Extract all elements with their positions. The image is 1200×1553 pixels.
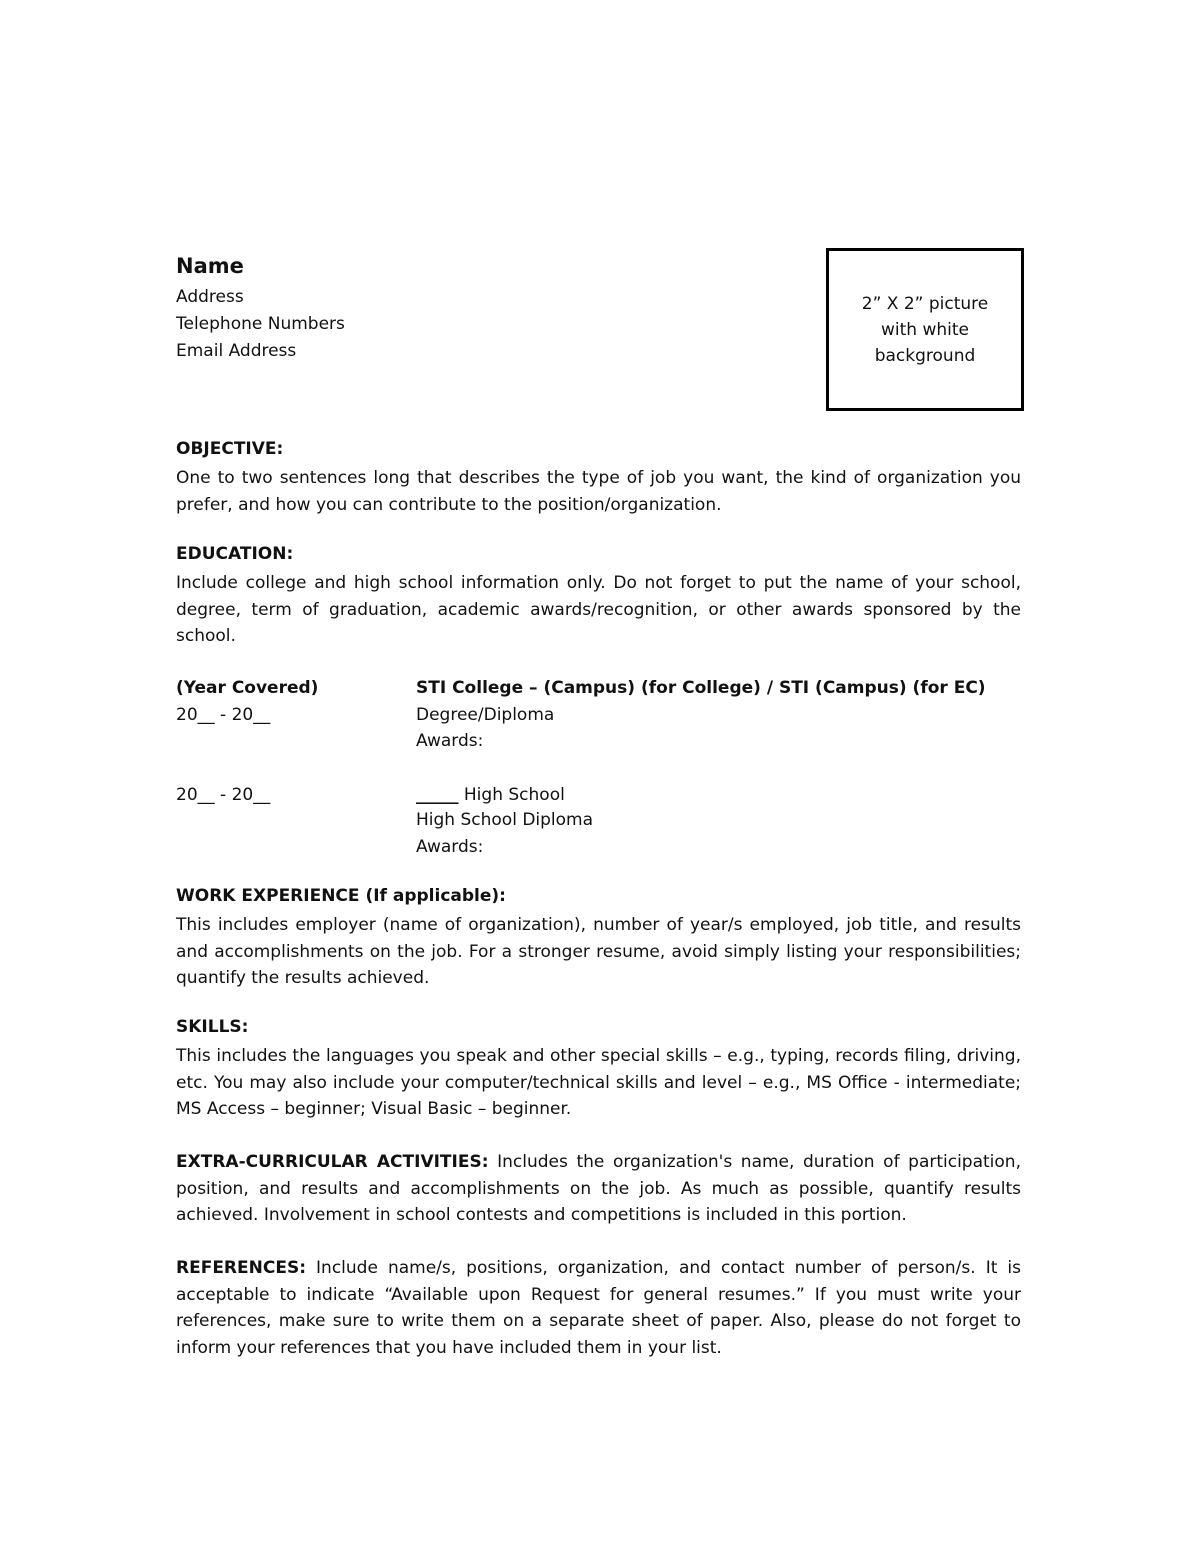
resume-address: Address [176,287,244,307]
education-entry-1-degree: Degree/Diploma [416,705,555,725]
work-text: This includes employer (name of organization), number of year/s employed, job title, and results and accomplishments on the job. For a stronger resume, avoid simply listing your responsibilities; quantify the results achieved. [176,915,1021,988]
education-entry-2-years: 20__ - 20__ [176,785,271,805]
education-entry-2-school [416,782,565,808]
resume-telephone: Telephone Numbers [176,314,345,334]
resume-email: Email Address [176,341,297,361]
references-paragraph [176,1255,1021,1361]
extracurricular-paragraph [176,1149,1021,1229]
education-entry-1-awards: Awards: [416,731,484,751]
work-heading: WORK EXPERIENCE (If applicable): [176,886,506,906]
skills-heading: SKILLS: [176,1017,249,1037]
references-text: Include name/s, positions, organization, and contact number of person/s. It is acceptable to indicate “Available upon Request for general resumes.” If you must write your references, make sure to write them on a separate sheet of paper. Also, please do not forget to inform your references that you have included them in your list. [176,1258,1021,1358]
extracurricular-text: Includes the organization's name, duration of participation, position, and results and accomplishments on the job. As much as possible, quantify results achieved. Involvement in school contests and competitions is included in this portion. [176,1152,1021,1225]
education-school-header: STI College – (Campus) (for College) / STI (Campus) (for EC) [416,678,986,698]
high-school-blank: _____ [416,785,459,805]
high-school-label: High School [458,785,565,805]
objective-text: One to two sentences long that describes the type of job you want, the kind of organization you prefer, and how you can contribute to the position/organization. [176,468,1021,515]
education-heading: EDUCATION: [176,544,294,564]
photo-placeholder-text: 2” X 2” picture with white background [861,293,989,366]
extracurricular-heading: EXTRA-CURRICULAR ACTIVITIES: [176,1152,489,1172]
education-year-header: (Year Covered) [176,678,319,698]
education-entry-1-years: 20__ - 20__ [176,705,271,725]
education-text: Include college and high school information only. Do not forget to put the name of your school, degree, term of graduation, academic awards/recognition, or other awards sponsored by the school. [176,573,1021,646]
education-entry-2-diploma: High School Diploma [416,810,594,830]
skills-text: This includes the languages you speak and other special skills – e.g., typing, records filing, driving, etc. You may also include your computer/technical skills and level – e.g., MS Office - intermediate; MS Access – beginner; Visual Basic – beginner. [176,1046,1021,1119]
objective-heading: OBJECTIVE: [176,439,284,459]
resume-name: Name [176,254,244,278]
references-heading: REFERENCES: [176,1258,306,1278]
education-entry-2-awards: Awards: [416,837,484,857]
photo-placeholder-box [826,248,1024,411]
